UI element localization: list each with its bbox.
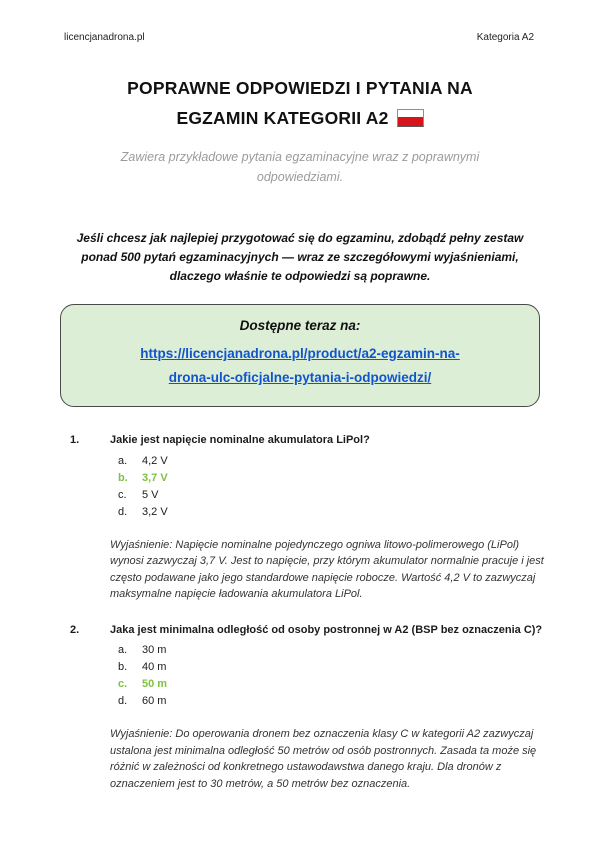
question-1-option-a: [118, 453, 550, 470]
question-1-explanation: Wyjaśnienie: Napięcie nominalne pojedynczego ogniwa litowo-polimerowego (LiPol) wynosi zazwyczaj 3,7 V. Jest to napięcie, przy którym akumulator normalnie pracuje i jest często podawane jako jego standardowe napięcie robocze. Wartość 4,2 V to zazwyczaj maksymalne napięcie ładowania akumulatora LiPol.: [110, 538, 544, 600]
question-2-explanation: Wyjaśnienie: Do operowania dronem bez oznaczenia klasy C w kategorii A2 zazwyczaj ustalona jest minimalna odległość 50 metrów od osób postronnych. Zasada ta może się różnić w zależności od konkretnego ustawodawstwa danego kraju. Dla dronów z oznaczeniem jest to 30 metrów, a 50 metrów bez oznaczenia.: [110, 728, 537, 790]
header-site: licencjanadrona.pl: [64, 32, 145, 43]
question-2-text: Jaka jest minimalna odległość od osoby postronnej w A2 (BSP bez oznaczenia C)?: [110, 623, 543, 636]
option-text: 60 m: [142, 695, 167, 707]
subtitle-text: Zawiera przykładowe pytania egzaminacyjne wraz z poprawnymi odpowiedziami.: [120, 150, 480, 184]
question-2-number: 2.: [70, 623, 80, 636]
product-link-line1: https://licencjanadrona.pl/product/a2-egzamin-na-: [140, 346, 460, 361]
promo-text: Jeśli chcesz jak najlepiej przygotować się do egzaminu, zdobądź pełny zestaw ponad 500 pytań egzaminacyjnych — wraz ze szczegółowymi wyjaśnieniami, dlaczego właśnie te odpowiedzi są poprawne.: [76, 231, 524, 283]
option-letter: a.: [118, 454, 128, 467]
option-text: 50 m: [142, 678, 168, 690]
question-2-option-c: [118, 676, 550, 693]
option-letter: c.: [118, 678, 128, 690]
question-1-options: [110, 453, 550, 521]
question-1-text: Jakie jest napięcie nominalne akumulatora LiPol?: [110, 434, 370, 446]
question-2-body: [110, 623, 550, 793]
question-2-option-a: [118, 642, 550, 659]
option-text: 30 m: [142, 644, 167, 656]
option-text: 3,2 V: [142, 505, 168, 518]
questions-section: [0, 433, 600, 792]
question-2-option-b: [118, 659, 550, 676]
option-letter: c.: [118, 488, 127, 501]
option-text: 3,7 V: [142, 471, 168, 484]
option-text: 4,2 V: [142, 454, 168, 467]
option-letter: d.: [118, 695, 128, 707]
option-letter: d.: [118, 505, 128, 518]
question-2: [70, 623, 550, 793]
title-line1: POPRAWNE ODPOWIEDZI I PYTANIA NA: [127, 78, 473, 98]
option-text: 5 V: [142, 488, 159, 501]
question-1: [70, 433, 550, 603]
product-link-line2: drona-ulc-oficjalne-pytania-i-odpowiedzi/: [168, 370, 432, 385]
poland-flag-icon: [397, 109, 424, 127]
question-2-option-d: [118, 693, 550, 710]
product-link[interactable]: [79, 342, 521, 390]
question-1-option-b: [118, 470, 550, 487]
cta-box: [60, 304, 540, 407]
option-letter: a.: [118, 644, 128, 656]
question-1-option-d: [118, 504, 550, 521]
question-2-options: [110, 642, 550, 710]
question-1-option-c: [118, 487, 550, 504]
option-letter: b.: [118, 471, 128, 484]
header-category: Kategoria A2: [476, 32, 534, 43]
question-1-number: 1.: [70, 434, 80, 446]
page-header: [0, 0, 600, 43]
title-line2: EGZAMIN KATEGORII A2: [176, 108, 389, 128]
cta-heading: Dostępne teraz na:: [239, 318, 361, 333]
question-1-body: [110, 433, 550, 603]
option-text: 40 m: [142, 661, 167, 673]
option-letter: b.: [118, 661, 128, 673]
page-title: [36, 73, 564, 133]
